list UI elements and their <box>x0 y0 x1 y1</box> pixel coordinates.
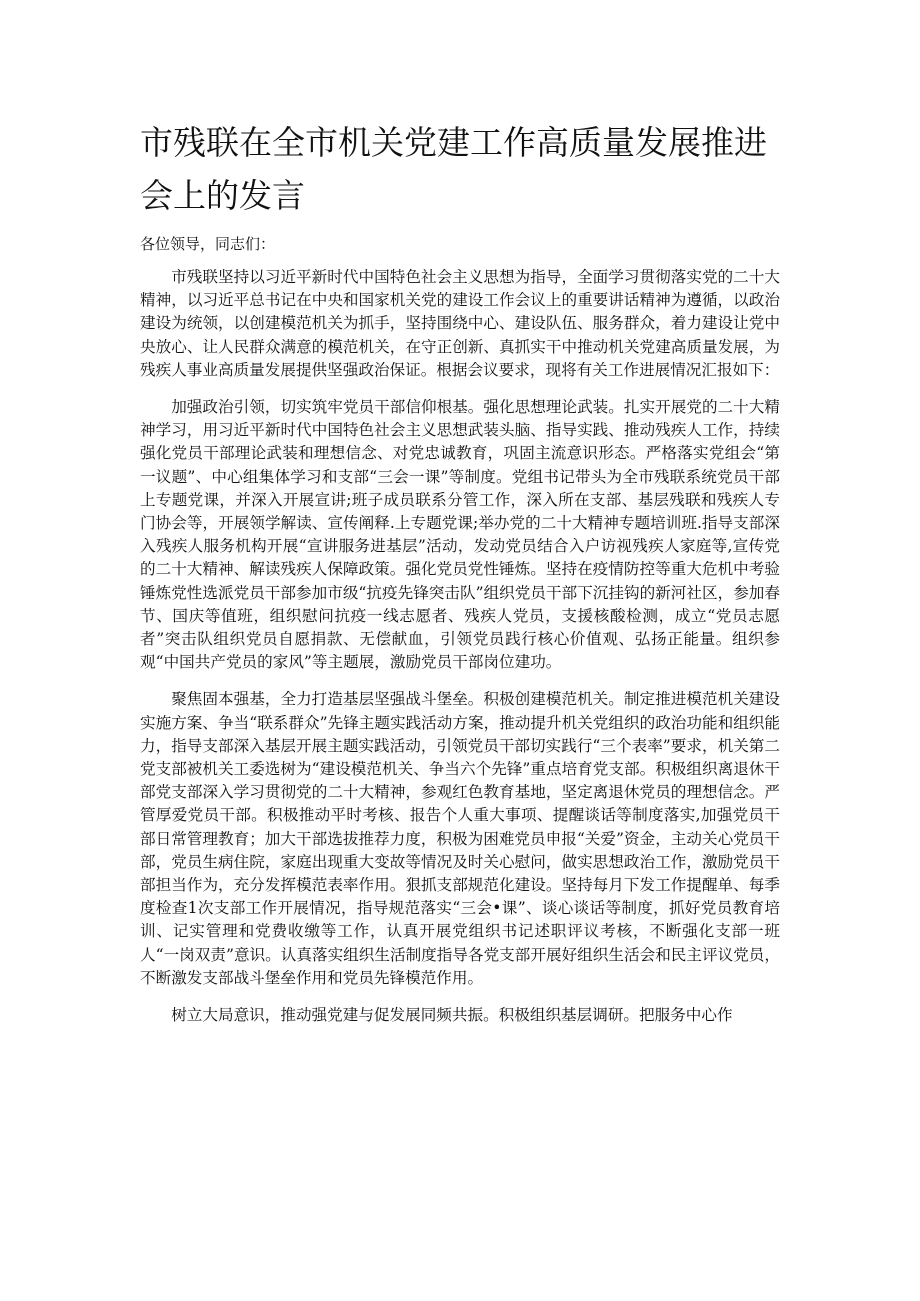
salutation: 各位领导，同志们： <box>140 235 276 253</box>
document-title: 市残联在全市机关党建工作高质量发展推进会上的发言 <box>140 123 767 215</box>
paragraph-grassroots-foundation: 聚焦固本强基，全力打造基层坚强战斗堡垒。积极创建模范机关。制定推进模范机关建设实施方案、争当“联系群众”先锋主题实践活动方案，推动提升机关党组织的政治功能和组织能力，指导支部深入基层开展主题实践活动，引领党员干部切实践行“三个表率”要求，机关第二党支部被机关工委选树为“建设模范机关、争当六个先锋”重点培育党支部。积极组织离退休干部党支部深入学习贯彻党的二十大精神，参观红色教育基地，坚定离退休党员的理想信念。严管厚爱党员干部。积极推动平时考核、报告个人重大事项、提醒谈话等制度落实,加强党员干部日常管理教育；加大干部选拔推荐力度，积极为困难党员申报“关爱”资金，主动关心党员干部，党员生病住院，家庭出现重大变故等情况及时关心慰问，做实思想政治工作，激励党员干部担当作为，充分发挥模范表率作用。狠抓支部规范化建设。坚持每月下发工作提醒单、每季度检查1次支部工作开展情况，指导规范落实“三会•课”、谈心谈话等制度，抓好党员教育培训、记实管理和党费收缴等工作，认真开展党组织书记述职评议考核，不断强化支部一班人“一岗双责”意识。认真落实组织生活制度指导各党支部开展好组织生活会和民主评议党员，不断激发支部战斗堡垒作用和党员先锋模范作用。 <box>140 690 780 987</box>
paragraph-overall-situation: 树立大局意识，推动强党建与促发展同频共振。积极组织基层调研。把服务中心作 <box>171 1006 733 1025</box>
paragraph-intro: 市残联坚持以习近平新时代中国特色社会主义思想为指导，全面学习贯彻落实党的二十大精神，以习近平总书记在中央和国家机关党的建设工作会议上的重要讲话精神为遵循，以政治建设为统领，以创建模范机关为抓手，坚持围绕中心、建设队伍、服务群众，着力建设让党中央放心、让人民群众满意的模范机关，在守正创新、真抓实干中推动机关党建高质量发展，为残疾人事业高质量发展提供坚强政治保证。根据会议要求，现将有关工作进展情况汇报如下： <box>140 268 780 379</box>
document-body <box>140 266 780 1041</box>
paragraph-political-guidance: 加强政治引领，切实筑牢党员干部信仰根基。强化思想理论武装。扎实开展党的二十大精神学习，用习近平新时代中国特色社会主义思想武装头脑、指导实践、推动残疾人工作，持续强化党员干部理论武装和理想信念、对党忠诚教育，巩固主流意识形态。严格落实党组会“第一议题”、中心组集体学习和支部“三会一课”等制度。党组书记带头为全市残联系统党员干部上专题党课，并深入开展宣讲;班子成员联系分管工作，深入所在支部、基层残联和残疾人专门协会等，开展领学解读、宣传阐释.上专题党课;举办党的二十大精神专题培训班.指导支部深入残疾人服务机构开展“宣讲服务进基层”活动，发动党员结合入户访视残疾人家庭等,宣传党的二十大精神、解读残疾人保障政策。强化党员党性锤炼。坚持在疫情防控等重大危机中考验锤炼党性选派党员干部参加市级“抗疫先锋突击队”组织党员干部下沉挂钩的新河社区，参加春节、国庆等值班，组织慰问抗疫一线志愿者、残疾人党员，支援核酸检测，成立“党员志愿者”突击队组织党员自愿捐款、无偿献血，引领党员践行核心价值观、弘扬正能量。组织参观“中国共产党员的家风”等主题展，激励党员干部岗位建功。 <box>140 398 780 672</box>
